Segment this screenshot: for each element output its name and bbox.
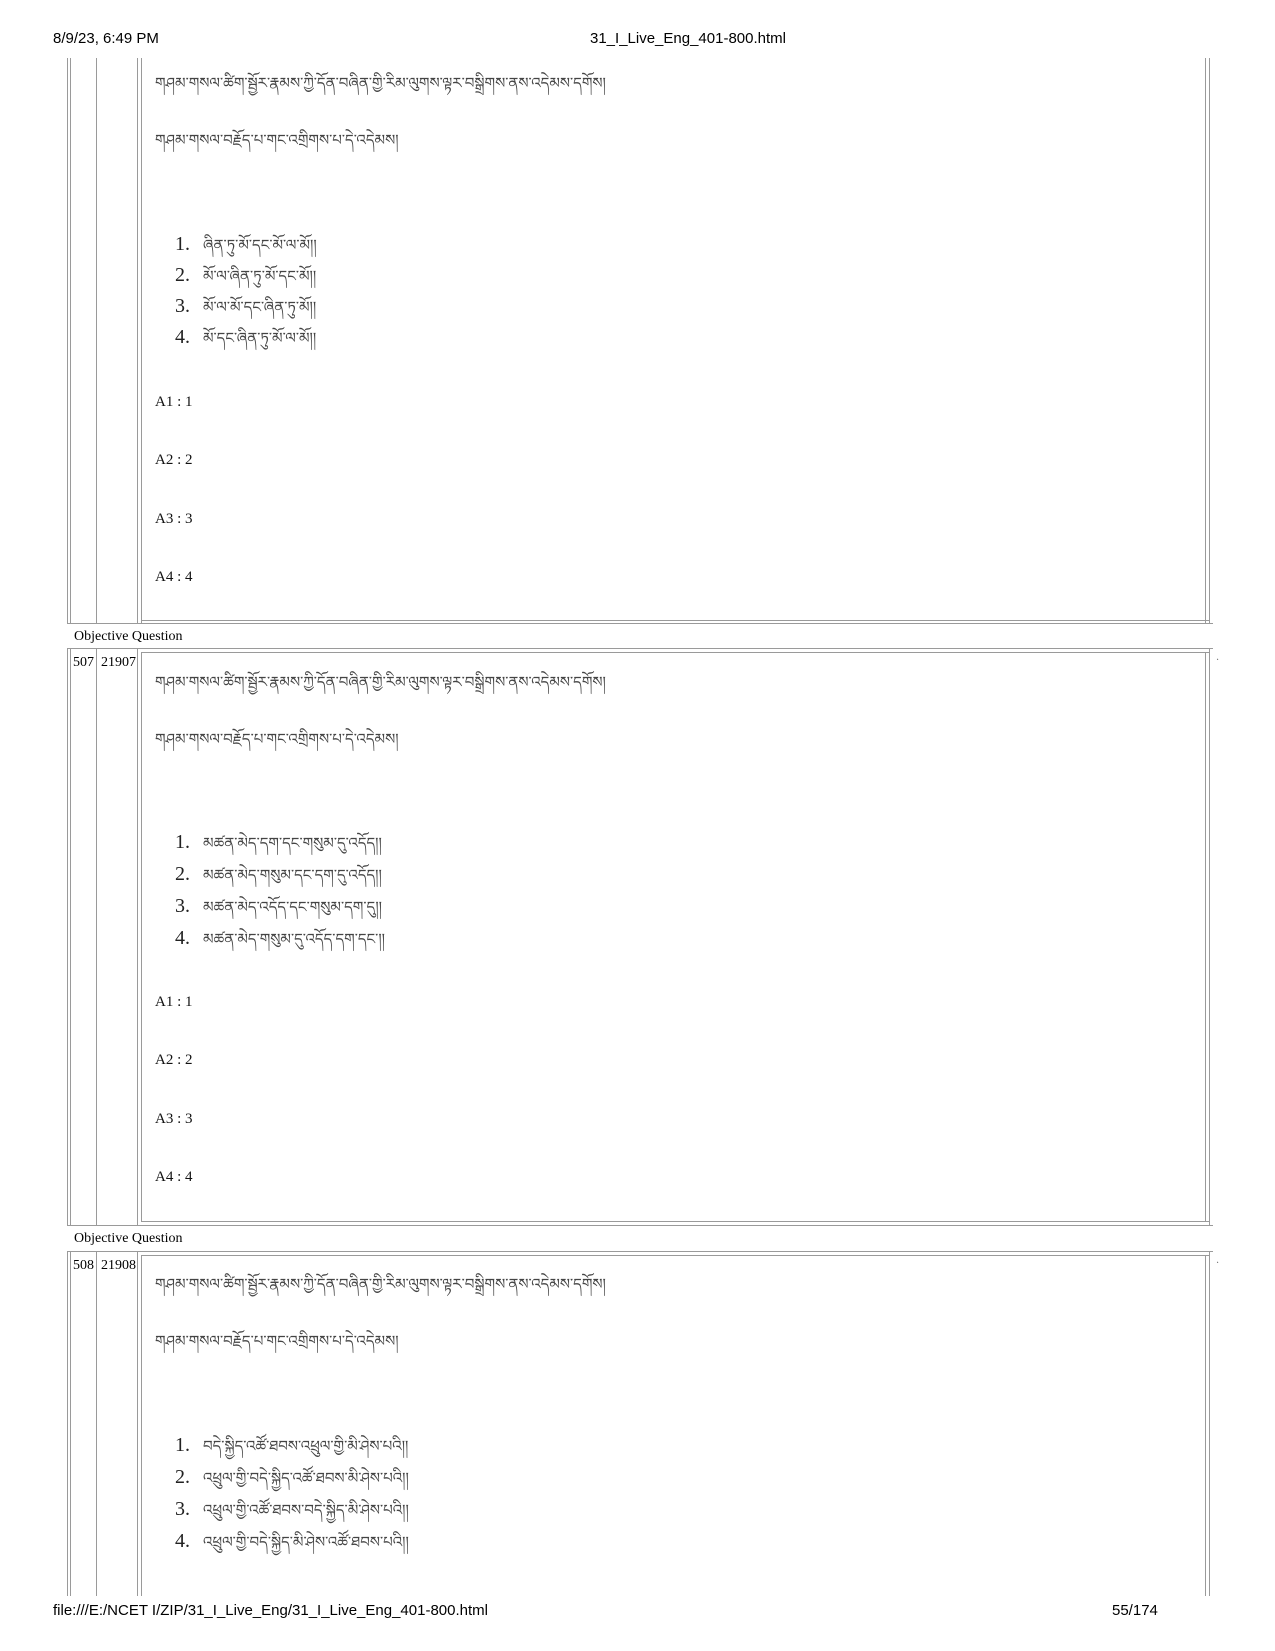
table-border — [1209, 58, 1210, 623]
option-text: མཚན་མེད་གསུམ་དང་དག་དུ་འདོད།། — [203, 866, 382, 884]
question-prompt: གཤམ་གསལ་ཚིག་སྦྱོར་རྣམས་ཀྱི་དོན་བཞིན་གྱི་རིམ་ལུགས་ལྟར་བསྒྲིགས་ནས་འདེམས་དགོས། — [155, 673, 606, 691]
option-number: 3. — [175, 1498, 190, 1520]
page-number: 55/174 — [1112, 1602, 1158, 1619]
table-border — [137, 1251, 138, 1596]
table-border — [141, 652, 1209, 653]
option-text: མོ་ལ་མོ་དང་ཞིན་ཏུ་མོ།། — [203, 298, 317, 316]
document-title: 31_I_Live_Eng_401-800.html — [590, 30, 786, 47]
option-number: 2. — [175, 863, 190, 885]
answer-option: A4 : 4 — [155, 1169, 193, 1185]
option-text: འཕྲུལ་གྱི་བདེ་སྐྱིད་མི་ཤེས་འཚོ་ཐབས་པའི།། — [203, 1533, 409, 1551]
table-border — [141, 1221, 1209, 1222]
option-text: བདེ་སྐྱིད་འཚོ་ཐབས་འཕྲུལ་གྱི་མི་ཤེས་པའི།། — [203, 1437, 409, 1455]
table-border — [96, 648, 97, 1225]
table-border — [67, 623, 1213, 624]
table-border — [67, 58, 68, 623]
option-item — [175, 1526, 409, 1568]
objective-question-label: Objective Question — [74, 1231, 183, 1246]
answer-option: A3 : 3 — [155, 1111, 193, 1127]
table-border — [70, 58, 71, 623]
question-instruction: གཤམ་གསལ་བརྗོད་པ་གང་འགྲིགས་པ་དེ་འདེམས། — [155, 131, 399, 149]
table-border — [1205, 58, 1206, 623]
option-text: མཚན་མེད་དག་དང་གསུམ་དུ་འདོད།། — [203, 834, 382, 852]
question-id: 21908 — [101, 1258, 136, 1273]
table-border — [67, 648, 1213, 649]
table-border — [67, 1251, 1213, 1252]
print-datetime: 8/9/23, 6:49 PM — [53, 30, 159, 47]
option-number: 1. — [175, 831, 190, 853]
option-text: མཚན་མེད་གསུམ་དུ་འདོད་དག་དང་།། — [203, 930, 385, 948]
table-border — [141, 1255, 1209, 1256]
table-border — [1205, 652, 1206, 1222]
table-border — [1205, 1255, 1206, 1596]
question-prompt: གཤམ་གསལ་ཚིག་སྦྱོར་རྣམས་ཀྱི་དོན་བཞིན་གྱི་རིམ་ལུགས་ལྟར་བསྒྲིགས་ནས་འདེམས་དགོས། — [155, 1275, 606, 1293]
row-marker: · — [1216, 1258, 1220, 1269]
option-number: 4. — [175, 326, 190, 348]
answer-option: A1 : 1 — [155, 994, 193, 1010]
table-border — [141, 620, 1209, 621]
option-text: མོ་དང་ཞིན་ཏུ་མོ་ལ་མོ།། — [203, 329, 317, 347]
option-number: 1. — [175, 233, 190, 255]
option-number: 3. — [175, 295, 190, 317]
table-border — [141, 652, 142, 1222]
answer-option: A3 : 3 — [155, 511, 193, 527]
table-border — [1209, 648, 1210, 1225]
table-border — [1209, 1251, 1210, 1596]
option-item — [175, 923, 385, 965]
table-border — [67, 1251, 68, 1596]
option-number: 4. — [175, 927, 190, 949]
table-border — [137, 58, 138, 623]
option-number: 2. — [175, 264, 190, 286]
table-border — [70, 648, 71, 1225]
answer-option: A1 : 1 — [155, 394, 193, 410]
objective-question-label: Objective Question — [74, 629, 183, 644]
option-item — [175, 322, 316, 364]
option-text: འཕྲུལ་གྱི་འཚོ་ཐབས་བདེ་སྐྱིད་མི་ཤེས་པའི།། — [203, 1501, 409, 1519]
table-border — [96, 58, 97, 623]
question-number: 508 — [73, 1258, 94, 1273]
answer-option: A2 : 2 — [155, 452, 193, 468]
option-number: 3. — [175, 895, 190, 917]
question-instruction: གཤམ་གསལ་བརྗོད་པ་གང་འགྲིགས་པ་དེ་འདེམས། — [155, 1332, 399, 1350]
option-text: མཚན་མེད་འདོད་དང་གསུམ་དག་དུ།། — [203, 898, 382, 916]
option-number: 4. — [175, 1530, 190, 1552]
option-text: འཕྲུལ་གྱི་བདེ་སྐྱིད་འཚོ་ཐབས་མི་ཤེས་པའི།། — [203, 1469, 409, 1487]
table-border — [67, 1225, 1213, 1226]
table-border — [96, 1251, 97, 1596]
option-text: ཞིན་ཏུ་མོ་དང་མོ་ལ་མོ།། — [203, 236, 317, 254]
table-border — [141, 58, 142, 623]
answer-option: A4 : 4 — [155, 569, 193, 585]
answer-option: A2 : 2 — [155, 1052, 193, 1068]
option-number: 2. — [175, 1466, 190, 1488]
question-id: 21907 — [101, 655, 136, 670]
table-border — [67, 648, 68, 1225]
question-prompt: གཤམ་གསལ་ཚིག་སྦྱོར་རྣམས་ཀྱི་དོན་བཞིན་གྱི་རིམ་ལུགས་ལྟར་བསྒྲིགས་ནས་འདེམས་དགོས། — [155, 74, 606, 92]
table-border — [70, 1251, 71, 1596]
table-border — [137, 648, 138, 1225]
table-border — [141, 1255, 142, 1596]
row-marker: · — [1216, 655, 1220, 666]
question-number: 507 — [73, 655, 94, 670]
file-path: file:///E:/NCET I/ZIP/31_I_Live_Eng/31_I_Live_Eng_401-800.html — [53, 1602, 488, 1619]
question-instruction: གཤམ་གསལ་བརྗོད་པ་གང་འགྲིགས་པ་དེ་འདེམས། — [155, 730, 399, 748]
option-text: མོ་ལ་ཞིན་ཏུ་མོ་དང་མོ།། — [203, 267, 317, 285]
option-number: 1. — [175, 1434, 190, 1456]
